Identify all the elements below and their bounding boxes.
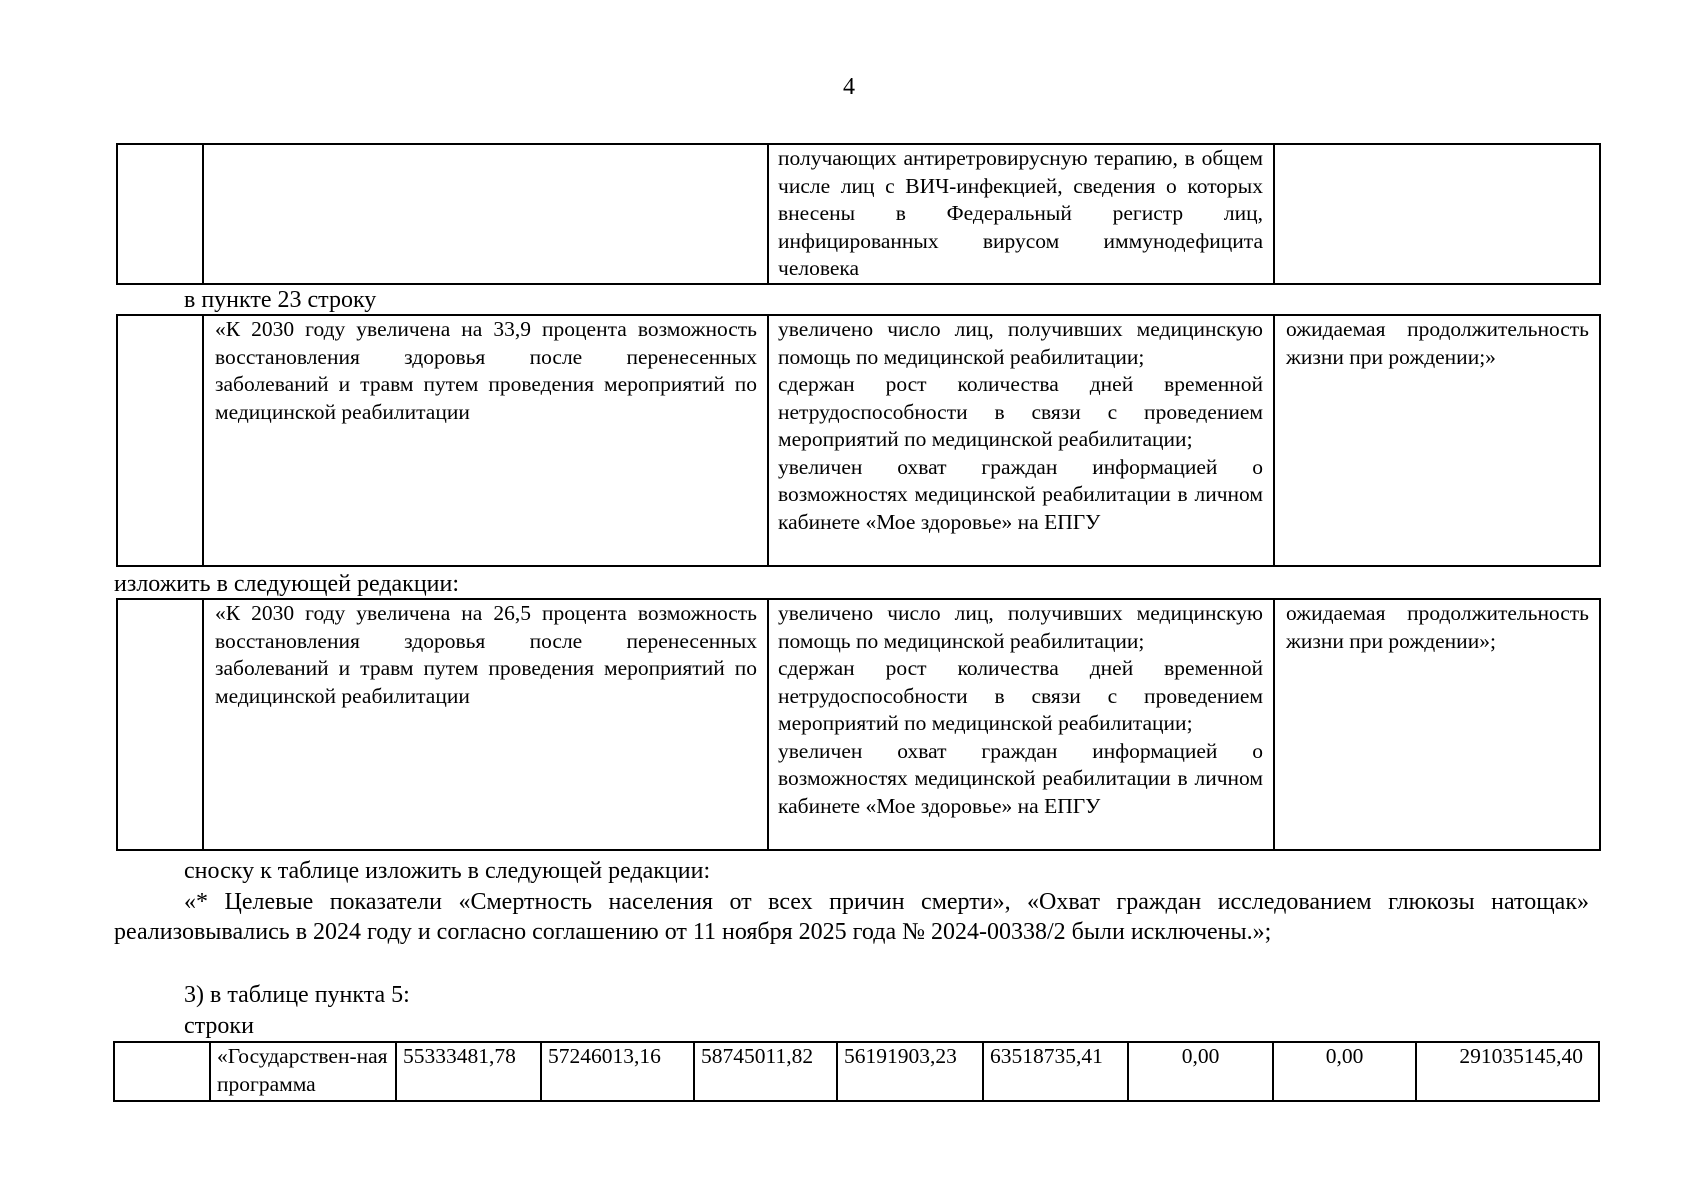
table3-cell-goal: «К 2030 году увеличена на 26,5 процента возможность восстановления здоровья после перенесенных заболеваний и травм путем проведения мероприятий по медицинской реабилитации (203, 599, 768, 850)
table2-result-1: увеличено число лиц, получивших медицинскую помощь по медицинской реабилитации; (778, 317, 1263, 369)
table1-cell-num (117, 144, 203, 284)
table2-result-3: увеличен охват граждан информацией о возможностях медицинской реабилитации в личном кабинете «Мое здоровье» на ЕПГУ (778, 454, 1263, 534)
heading-point-23: в пункте 23 строку (184, 287, 377, 313)
table2-result-2: сдержан рост количества дней временной нетрудоспособности в связи с проведением мероприятий по медицинской реабилитации; (778, 372, 1263, 451)
table4-value-5: 63518735,41 (983, 1042, 1128, 1101)
table1-cell-indicator (1274, 144, 1600, 284)
table3-result-2: сдержан рост количества дней временной нетрудоспособности в связи с проведением мероприятий по медицинской реабилитации; (778, 656, 1263, 735)
table4-cell-name: «Государствен-ная программа (210, 1042, 396, 1101)
table3-result-1: увеличено число лиц, получивших медицинскую помощь по медицинской реабилитации; (778, 601, 1263, 653)
table4-value-7: 0,00 (1273, 1042, 1416, 1101)
heading-new-edition: изложить в следующей редакции: (114, 571, 460, 597)
footnote-heading: сноску к таблице изложить в следующей редакции: (184, 858, 711, 884)
table3-result-3: увеличен охват граждан информацией о возможностях медицинской реабилитации в личном кабинете «Мое здоровье» на ЕПГУ (778, 738, 1263, 818)
table4-value-3: 58745011,82 (694, 1042, 837, 1101)
table4-cell-num (114, 1042, 210, 1101)
table-continuation (116, 143, 1601, 285)
table4-value-total: 291035145,40 (1416, 1042, 1599, 1101)
table4-value-4: 56191903,23 (837, 1042, 983, 1101)
rows-label: строки (184, 1013, 254, 1039)
table2-cell-goal: «К 2030 году увеличена на 33,9 процента возможность восстановления здоровья после перенесенных заболеваний и травм путем проведения мероприятий по медицинской реабилитации (203, 315, 768, 566)
table1-cell-result: получающих антиретровирусную терапию, в общем числе лиц с ВИЧ-инфекцией, сведения о которых внесены в Федеральный регистр лиц, инфицированных вирусом иммунодефицита человека (768, 144, 1274, 284)
table2-cell-indicator: ожидаемая продолжительность жизни при рождении;» (1274, 315, 1600, 566)
item-3: 3) в таблице пункта 5: (184, 982, 410, 1008)
table2-cell-num (117, 315, 203, 566)
table2-cell-results (768, 315, 1274, 566)
table4-value-1: 55333481,78 (396, 1042, 541, 1101)
footnote-text: «* Целевые показатели «Смертность населения от всех причин смерти», «Охват граждан исследованием глюкозы натощак» реализовывались в 2024 году и согласно соглашению от 11 ноября 2025 года № 2024-00338/2 были исключены.»; (114, 889, 1589, 945)
table1-cell-goal (203, 144, 768, 284)
table4-value-6: 0,00 (1128, 1042, 1273, 1101)
table3-cell-indicator: ожидаемая продолжительность жизни при рождении»; (1274, 599, 1600, 850)
table-new-row (116, 598, 1601, 851)
page-number: 4 (843, 74, 855, 100)
table-old-row (116, 314, 1601, 567)
table-budget-row (113, 1041, 1600, 1102)
table4-value-2: 57246013,16 (541, 1042, 694, 1101)
table3-cell-results (768, 599, 1274, 850)
table3-cell-num (117, 599, 203, 850)
